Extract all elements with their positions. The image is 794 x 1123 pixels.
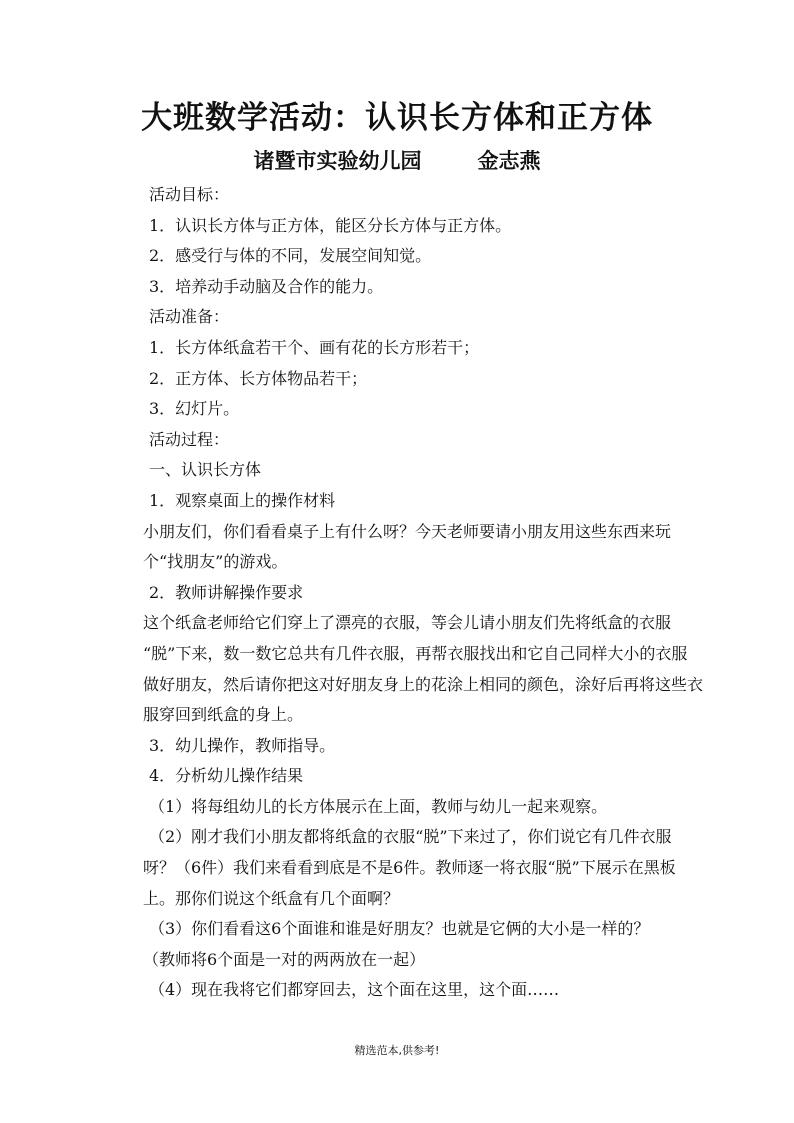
question-line: （4）现在我将它们都穿回去，这个面在这里，这个面…… (149, 980, 560, 1000)
step-heading: 1．观察桌面上的操作材料 (149, 490, 336, 510)
goals-heading: 活动目标： (149, 185, 230, 204)
question-line: 呀？（6件）我们来看看到底是不是6件。教师逐一将衣服“脱”下展示在黑板 (143, 858, 676, 878)
paragraph-line: 这个纸盒老师给它们穿上了漂亮的衣服，等会儿请小朋友们先将纸盒的衣服 (143, 613, 672, 633)
paragraph-line: 做好朋友，然后请你把这对好朋友身上的花涂上相同的颜色，涂好后再将这些衣 (143, 674, 704, 694)
prep-item: 2．正方体、长方体物品若干； (149, 368, 368, 388)
page-footer: 精选范本,供参考! (354, 1044, 440, 1057)
paragraph-line: 小朋友们，你们看看桌子上有什么呀？今天老师要请小朋友用这些东西来玩 (143, 521, 672, 541)
goal-item: 3．培养动手动脑及合作的能力。 (149, 276, 384, 296)
document-body (141, 180, 704, 1006)
step-heading: 4．分析幼儿操作结果 (149, 766, 304, 786)
paragraph-line: 个“找朋友”的游戏。 (143, 552, 288, 572)
question-line: 上。那你们说这个纸盒有几个面啊？ (143, 888, 400, 908)
question-line: （3）你们看看这6个面谁和谁是好朋友？也就是它俩的大小是一样的？ (149, 919, 650, 939)
author-line (0, 146, 794, 176)
step-heading: 3．幼儿操作，教师指导。 (149, 735, 336, 755)
question-line: （1）将每组幼儿的长方体展示在上面，教师与幼儿一起来观察。 (149, 796, 608, 816)
goal-item: 2．感受行与体的不同，发展空间知觉。 (149, 246, 432, 266)
paragraph-line: 服穿回到纸盒的身上。 (143, 705, 304, 725)
prep-heading: 活动准备： (149, 307, 230, 327)
part-heading: 一、认识长方体 (149, 460, 262, 480)
prep-item: 3．幻灯片。 (149, 399, 240, 419)
document-title: 大班数学活动：认识长方体和正方体 (141, 100, 653, 136)
prep-item: 1．长方体纸盒若干个、画有花的长方形若干； (149, 337, 480, 357)
school-name: 诸暨市实验幼儿园 (253, 148, 422, 173)
paragraph-line: “脱”下来，数一数它总共有几件衣服，再帮衣服找出和它自己同样大小的衣服 (143, 643, 688, 663)
author-name: 金志燕 (477, 148, 541, 173)
question-line: （2）刚才我们小朋友都将纸盒的衣服“脱”下来过了，你们说它有几件衣服 (149, 827, 672, 847)
process-heading: 活动过程： (149, 429, 230, 449)
goal-item: 1．认识长方体与正方体，能区分长方体与正方体。 (149, 215, 512, 235)
question-line: （教师将6个面是一对的两两放在一起） (143, 949, 426, 969)
step-heading: 2．教师讲解操作要求 (149, 582, 304, 602)
